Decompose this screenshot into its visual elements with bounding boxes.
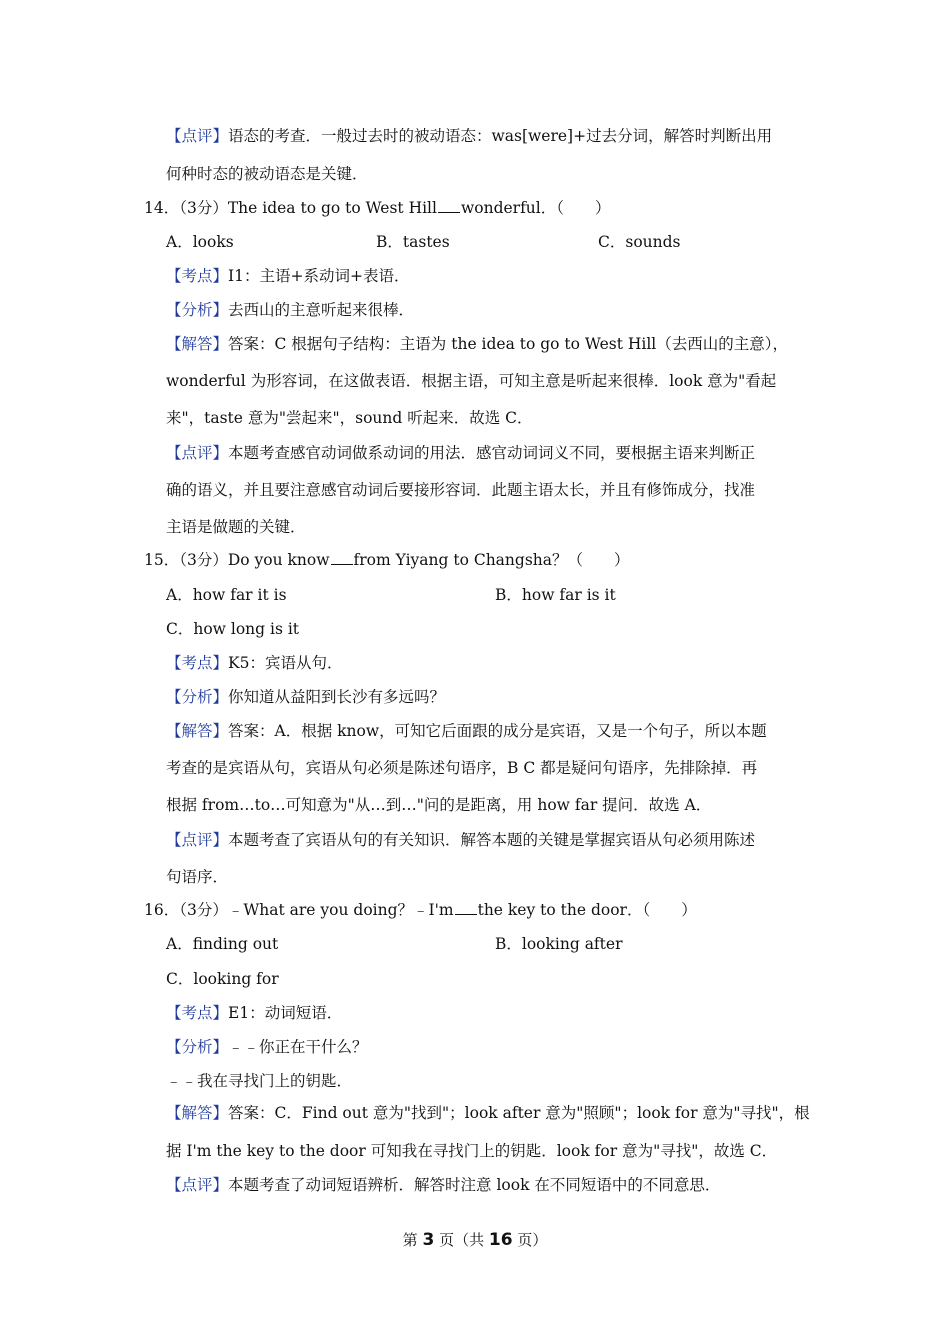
q13-review bbox=[166, 126, 772, 146]
q16-option-c: C．looking for bbox=[166, 970, 279, 988]
q13-review-cont: 何种时态的被动语态是关键． bbox=[166, 165, 368, 183]
q14-review-cont2: 主语是做题的关键． bbox=[166, 518, 306, 536]
q15-analysis: 【分析】你知道从益阳到长沙有多远吗？ bbox=[166, 688, 446, 706]
page-total: 16 bbox=[488, 1230, 513, 1250]
q15-answer: 【解答】答案：A．根据 know，可知它后面跟的成分是宾语，又是一个句子，所以本题 bbox=[166, 722, 767, 740]
q15-review: 【点评】本题考查了宾语从句的有关知识．解答本题的关键是掌握宾语从句必须用陈述 bbox=[166, 831, 756, 849]
q15-option-a: A．how far it is bbox=[166, 586, 287, 604]
answer-blank bbox=[438, 198, 460, 213]
q15-stem: 15．（3分）Do you know from Yiyang to Changsha？（ ） bbox=[144, 551, 630, 569]
q14-stem: 14．（3分）The idea to go to West Hill wonderful．（ ） bbox=[144, 199, 611, 217]
q16-analysis: 【分析】﹣﹣你正在干什么？ bbox=[166, 1038, 368, 1056]
q14-review-cont1: 确的语义，并且要注意感官动词后要接形容词．此题主语太长，并且有修饰成分，找准 bbox=[166, 481, 756, 499]
q15-review-cont: 句语序． bbox=[166, 868, 229, 886]
q15-answer-cont1: 考查的是宾语从句，宾语从句必须是陈述句语序，B C 都是疑问句语序，先排除掉．再 bbox=[166, 759, 758, 777]
q15-answer-cont2: 根据 from…to…可知意为"从…到…"问的是距离，用 how far 提问．故选 A． bbox=[166, 796, 712, 814]
page-number: 3 bbox=[422, 1230, 435, 1250]
q16-answer-cont: 据 I'm the key to the door 可知我在寻找门上的钥匙．look for 意为"寻找"，故选 C． bbox=[166, 1142, 778, 1160]
q16-answer: 【解答】答案：C．Find out 意为"找到"；look after 意为"照顾"；look for 意为"寻找"，根 bbox=[166, 1104, 810, 1122]
page-footer: 第 3 页（共 16 页） bbox=[402, 1230, 548, 1250]
q14-point: 【考点】I1：主语+系动词+表语． bbox=[166, 267, 410, 285]
q15-option-b: B．how far is it bbox=[495, 586, 616, 604]
q14-answer: 【解答】答案：C 根据句子结构：主语为 the idea to go to West Hill（去西山的主意）， bbox=[166, 335, 789, 353]
q14-answer-cont1: wonderful 为形容词，在这做表语．根据主语，可知主意是听起来很棒．look 意为"看起 bbox=[166, 372, 777, 390]
review-tag: 【点评】 bbox=[166, 127, 229, 145]
answer-blank bbox=[455, 900, 477, 915]
q16-option-b: B．looking after bbox=[495, 935, 623, 953]
q14-answer-cont2: 来"，taste 意为"尝起来"，sound 听起来．故选 C． bbox=[166, 409, 533, 427]
review-text: 语态的考查．一般过去时的被动语态：was[were]+过去分词，解答时判断出用 bbox=[228, 127, 773, 145]
q15-option-c: C．how long is it bbox=[166, 620, 300, 638]
q14-option-c: C．sounds bbox=[598, 233, 681, 251]
q16-point: 【考点】E1：动词短语． bbox=[166, 1004, 343, 1022]
answer-blank bbox=[331, 550, 353, 565]
q14-option-a: A．looks bbox=[166, 233, 234, 251]
q14-review: 【点评】本题考查感官动词做系动词的用法．感官动词词义不同，要根据主语来判断正 bbox=[166, 444, 756, 462]
q14-option-b: B．tastes bbox=[376, 233, 450, 251]
q16-stem: 16．（3分）﹣What are you doing？﹣I'm the key to the door．（ ） bbox=[144, 901, 697, 919]
q16-option-a: A．finding out bbox=[166, 935, 279, 953]
q14-analysis: 【分析】去西山的主意听起来很棒． bbox=[166, 301, 415, 319]
q15-point: 【考点】K5：宾语从句． bbox=[166, 654, 343, 672]
q16-analysis-cont: ﹣﹣我在寻找门上的钥匙． bbox=[166, 1072, 353, 1090]
q16-review: 【点评】本题考查了动词短语辨析．解答时注意 look 在不同短语中的不同意思． bbox=[166, 1176, 721, 1194]
